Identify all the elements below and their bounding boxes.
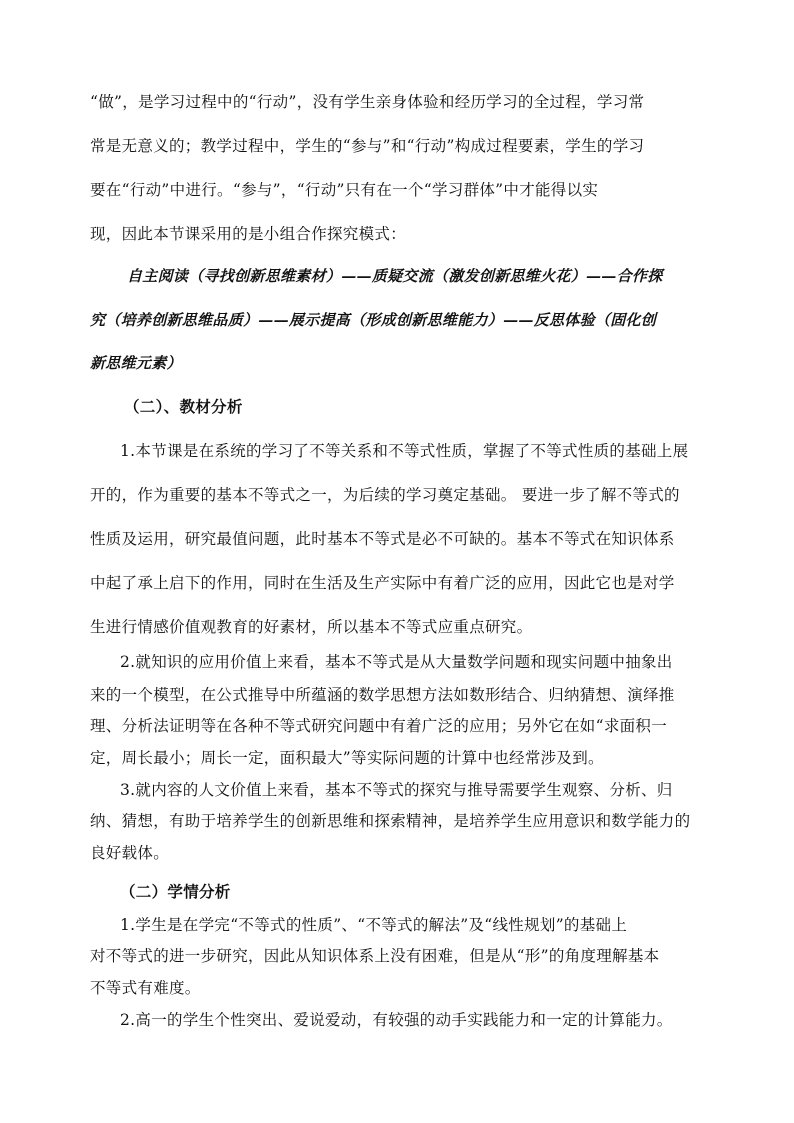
mode-line: 自主阅读（寻找创新思维素材）——质疑交流（激发创新思维火花）——合作探 <box>127 267 663 285</box>
paragraph-line: 生进行情感价值观教育的好素材，所以基本不等式应重点研究。 <box>90 618 533 636</box>
paragraph-line: 3.就内容的人文价值上来看，基本不等式的探究与推导需要学生观察、分析、归 <box>120 781 673 799</box>
mode-line: 究（培养创新思维品质）——展示提高（形成创新思维能力）——反思体验（固化创 <box>90 311 657 329</box>
paragraph-line: 要在“行动”中进行。“参与”，“行动”只有在一个“学习群体”中才能得以实 <box>90 181 599 199</box>
mode-line: 新思维元素） <box>90 354 182 372</box>
section-heading: （二）、教材分析 <box>124 397 243 416</box>
paragraph-line: 开的，作为重要的基本不等式之一，为后续的学习奠定基础。 要进一步了解不等式的 <box>90 486 680 504</box>
paragraph-line: 2.就知识的应用价值上来看，基本不等式是从大量数学问题和现实问题中抽象出 <box>120 653 673 671</box>
paragraph-line: 2.高一的学生个性突出、爱说爱动，有较强的动手实践能力和一定的计算能力。 <box>120 1011 673 1029</box>
paragraph-line: 纳、猜想，有助于培养学生的创新思维和探索精神，是培养学生应用意识和数学能力的 <box>90 812 691 830</box>
paragraph-line: 对不等式的进一步研究，因此从知识体系上没有困难，但是从“形”的角度理解基本 <box>90 947 660 965</box>
paragraph-line: 理、分析法证明等在各种不等式研究问题中有着广泛的应用；另外它在如“求面积一 <box>90 717 668 735</box>
paragraph-line: “做”，是学习过程中的“行动”，没有学生亲身体验和经历学习的全过程，学习常 <box>90 93 645 111</box>
paragraph-line: 定，周长最小；周长一定，面积最大”等实际问题的计算中也经常涉及到。 <box>90 749 604 767</box>
paragraph-line: 1.学生是在学完“不等式的性质”、“不等式的解法”及“线性规划”的基础上 <box>120 916 628 934</box>
paragraph-line: 性质及运用，研究最值问题，此时基本不等式是必不可缺的。基本不等式在知识体系 <box>90 530 675 548</box>
paragraph-line: 良好载体。 <box>90 844 170 862</box>
paragraph-line: 不等式有难度。 <box>90 979 201 997</box>
paragraph-line: 来的一个模型，在公式推导中所蕴涵的数学思想方法如数形结合、归纳猜想、演绎推 <box>90 686 675 704</box>
paragraph-line: 1.本节课是在系统的学习了不等关系和不等式性质，掌握了不等式性质的基础上展 <box>120 442 689 460</box>
section-heading: （二）学情分析 <box>120 882 231 901</box>
paragraph-line: 现，因此本节课采用的是小组合作探究模式： <box>90 225 407 243</box>
paragraph-line: 常是无意义的；教学过程中，学生的“参与”和“行动”构成过程要素，学生的学习 <box>90 137 645 155</box>
paragraph-line: 中起了承上启下的作用，同时在生活及生产实际中有着广泛的应用，因此它也是对学 <box>90 574 675 592</box>
